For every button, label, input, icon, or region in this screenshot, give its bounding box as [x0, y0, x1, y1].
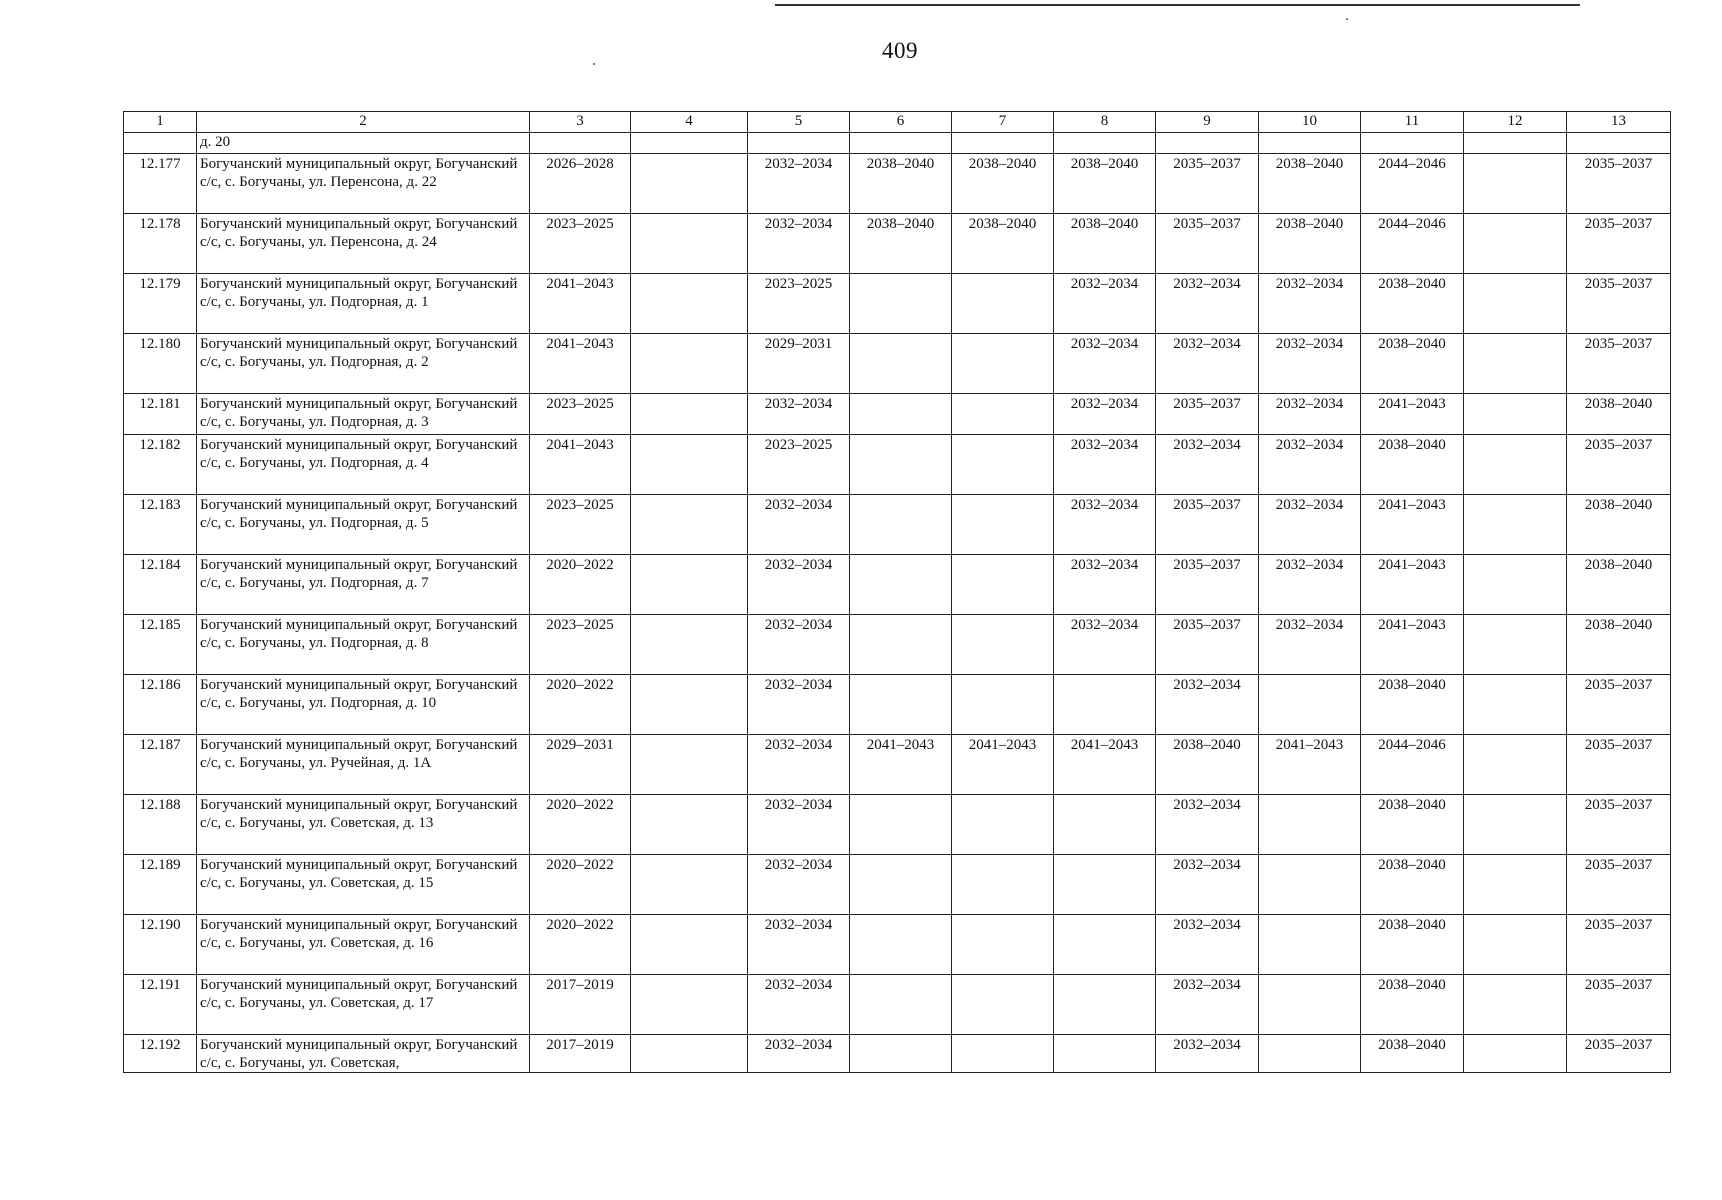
row-number-cell: 12.182 [124, 435, 197, 495]
col12-cell [1464, 975, 1567, 1035]
col13-cell: 2035–2037 [1567, 214, 1671, 274]
col12-cell [1464, 675, 1567, 735]
address-cell: Богучанский муниципальный округ, Богучанский с/с, с. Богучаны, ул. Советская, д. 16 [197, 915, 530, 975]
row-number-cell: 12.181 [124, 394, 197, 435]
col10-cell: 2032–2034 [1259, 615, 1361, 675]
column-header: 9 [1156, 112, 1259, 133]
col12-cell [1464, 435, 1567, 495]
row-number-cell: 12.177 [124, 154, 197, 214]
col9-cell: 2035–2037 [1156, 154, 1259, 214]
col8-cell: 2032–2034 [1054, 394, 1156, 435]
col11-cell: 2038–2040 [1361, 1035, 1464, 1073]
col4-cell [631, 975, 748, 1035]
col11-cell: 2038–2040 [1361, 334, 1464, 394]
col12-cell [1464, 615, 1567, 675]
col12-cell [1464, 154, 1567, 214]
col6-cell [850, 394, 952, 435]
col5-cell: 2029–2031 [748, 334, 850, 394]
col4-cell [631, 435, 748, 495]
table-row [124, 435, 1671, 495]
col3-cell: 2023–2025 [530, 615, 631, 675]
col13-cell: 2035–2037 [1567, 915, 1671, 975]
column-header: 5 [748, 112, 850, 133]
column-header: 3 [530, 112, 631, 133]
col7-cell [952, 975, 1054, 1035]
col10-cell: 2032–2034 [1259, 334, 1361, 394]
col8-cell [1054, 675, 1156, 735]
col8-cell: 2038–2040 [1054, 214, 1156, 274]
address-cell: Богучанский муниципальный округ, Богучанский с/с, с. Богучаны, ул. Советская, д. 17 [197, 975, 530, 1035]
col4-cell [631, 735, 748, 795]
col5-cell: 2032–2034 [748, 394, 850, 435]
table-row [124, 915, 1671, 975]
row-number-cell: 12.191 [124, 975, 197, 1035]
col4-cell [631, 555, 748, 615]
col9-cell: 2032–2034 [1156, 975, 1259, 1035]
col10-cell [1259, 915, 1361, 975]
col8-cell: 2041–2043 [1054, 735, 1156, 795]
col9-cell: 2032–2034 [1156, 1035, 1259, 1073]
col7-cell [952, 915, 1054, 975]
col13-cell: 2038–2040 [1567, 495, 1671, 555]
row-number-cell: 12.189 [124, 855, 197, 915]
col7-cell [952, 495, 1054, 555]
col10-cell [1259, 795, 1361, 855]
col11-cell: 2041–2043 [1361, 555, 1464, 615]
col8-cell: 2032–2034 [1054, 274, 1156, 334]
col7-cell [952, 795, 1054, 855]
col11-cell: 2038–2040 [1361, 795, 1464, 855]
col13-cell: 2035–2037 [1567, 795, 1671, 855]
address-cell: д. 20 [197, 133, 530, 154]
col3-cell: 2020–2022 [530, 675, 631, 735]
col9-cell: 2032–2034 [1156, 795, 1259, 855]
row-number-cell: 12.190 [124, 915, 197, 975]
column-header: 12 [1464, 112, 1567, 133]
col5-cell: 2032–2034 [748, 154, 850, 214]
col13-cell: 2038–2040 [1567, 555, 1671, 615]
col10-cell: 2038–2040 [1259, 214, 1361, 274]
col6-cell [850, 334, 952, 394]
col6-cell [850, 555, 952, 615]
col3-cell: 2020–2022 [530, 555, 631, 615]
col3-cell: 2041–2043 [530, 435, 631, 495]
col8-cell: 2032–2034 [1054, 334, 1156, 394]
address-cell: Богучанский муниципальный округ, Богучанский с/с, с. Богучаны, ул. Советская, д. 15 [197, 855, 530, 915]
col5-cell: 2032–2034 [748, 855, 850, 915]
col9-cell: 2038–2040 [1156, 735, 1259, 795]
col4-cell [631, 334, 748, 394]
col3-cell: 2041–2043 [530, 334, 631, 394]
col7-cell [952, 334, 1054, 394]
col6-cell [850, 1035, 952, 1073]
col12-cell [1464, 795, 1567, 855]
col8-cell [1054, 795, 1156, 855]
col9-cell: 2032–2034 [1156, 334, 1259, 394]
col6-cell: 2038–2040 [850, 214, 952, 274]
col10-cell: 2038–2040 [1259, 154, 1361, 214]
col13-cell: 2035–2037 [1567, 975, 1671, 1035]
col11-cell: 2041–2043 [1361, 495, 1464, 555]
col4-cell [631, 274, 748, 334]
col6-cell [850, 615, 952, 675]
col7-cell: 2038–2040 [952, 154, 1054, 214]
row-number-cell: 12.192 [124, 1035, 197, 1073]
col3-cell: 2020–2022 [530, 795, 631, 855]
col4-cell [631, 1035, 748, 1073]
header-row [124, 112, 1671, 133]
col6-cell: 2038–2040 [850, 154, 952, 214]
col10-cell: 2032–2034 [1259, 555, 1361, 615]
col11-cell: 2041–2043 [1361, 615, 1464, 675]
top-rule [775, 4, 1580, 6]
col9-cell: 2035–2037 [1156, 394, 1259, 435]
row-number-cell: 12.187 [124, 735, 197, 795]
col10-cell: 2041–2043 [1259, 735, 1361, 795]
col9-cell: 2032–2034 [1156, 915, 1259, 975]
col10-cell [1259, 975, 1361, 1035]
col11-cell: 2044–2046 [1361, 154, 1464, 214]
col10-cell: 2032–2034 [1259, 495, 1361, 555]
col13-cell: 2035–2037 [1567, 855, 1671, 915]
table-row [124, 394, 1671, 435]
table-row [124, 274, 1671, 334]
col7-cell [952, 675, 1054, 735]
col4-cell [631, 915, 748, 975]
col8-cell [1054, 975, 1156, 1035]
col3-cell: 2026–2028 [530, 154, 631, 214]
col6-cell [850, 675, 952, 735]
col12-cell [1464, 1035, 1567, 1073]
column-header: 11 [1361, 112, 1464, 133]
row-number-cell: 12.180 [124, 334, 197, 394]
table-row [124, 1035, 1671, 1073]
table-row [124, 675, 1671, 735]
col9-cell: 2032–2034 [1156, 274, 1259, 334]
col3-cell: 2017–2019 [530, 1035, 631, 1073]
col5-cell: 2032–2034 [748, 615, 850, 675]
table-row [124, 495, 1671, 555]
col11-cell: 2038–2040 [1361, 274, 1464, 334]
address-cell: Богучанский муниципальный округ, Богучанский с/с, с. Богучаны, ул. Перенсона, д. 24 [197, 214, 530, 274]
row-number-cell: 12.186 [124, 675, 197, 735]
col10-cell: 2032–2034 [1259, 394, 1361, 435]
col5-cell: 2032–2034 [748, 555, 850, 615]
table-row [124, 555, 1671, 615]
col9-cell: 2032–2034 [1156, 675, 1259, 735]
col13-cell: 2038–2040 [1567, 615, 1671, 675]
col6-cell [850, 855, 952, 915]
col9-cell: 2032–2034 [1156, 435, 1259, 495]
address-cell: Богучанский муниципальный округ, Богучанский с/с, с. Богучаны, ул. Подгорная, д. 7 [197, 555, 530, 615]
col3-cell: 2020–2022 [530, 855, 631, 915]
col7-cell [952, 855, 1054, 915]
col12-cell [1464, 855, 1567, 915]
col8-cell [1054, 915, 1156, 975]
col12-cell [1464, 915, 1567, 975]
column-header: 13 [1567, 112, 1671, 133]
col5-cell: 2032–2034 [748, 1035, 850, 1073]
col3-cell: 2017–2019 [530, 975, 631, 1035]
col11-cell: 2044–2046 [1361, 214, 1464, 274]
col9-cell: 2035–2037 [1156, 615, 1259, 675]
column-header: 10 [1259, 112, 1361, 133]
col11-cell: 2038–2040 [1361, 435, 1464, 495]
col7-cell [952, 555, 1054, 615]
col5-cell: 2032–2034 [748, 795, 850, 855]
col11-cell: 2044–2046 [1361, 735, 1464, 795]
col6-cell [850, 915, 952, 975]
col13-cell: 2038–2040 [1567, 394, 1671, 435]
col7-cell [952, 615, 1054, 675]
address-cell: Богучанский муниципальный округ, Богучанский с/с, с. Богучаны, ул. Подгорная, д. 2 [197, 334, 530, 394]
col4-cell [631, 495, 748, 555]
col6-cell [850, 274, 952, 334]
table-row [124, 334, 1671, 394]
schedule-table [123, 111, 1671, 1073]
address-cell: Богучанский муниципальный округ, Богучанский с/с, с. Богучаны, ул. Подгорная, д. 8 [197, 615, 530, 675]
col12-cell [1464, 214, 1567, 274]
row-number-cell: 12.183 [124, 495, 197, 555]
col12-cell [1464, 274, 1567, 334]
col11-cell: 2038–2040 [1361, 915, 1464, 975]
col11-cell: 2038–2040 [1361, 675, 1464, 735]
address-cell: Богучанский муниципальный округ, Богучанский с/с, с. Богучаны, ул. Советская, [197, 1035, 530, 1073]
col6-cell [850, 795, 952, 855]
col3-cell: 2020–2022 [530, 915, 631, 975]
col5-cell: 2023–2025 [748, 274, 850, 334]
row-number-cell: 12.185 [124, 615, 197, 675]
address-cell: Богучанский муниципальный округ, Богучанский с/с, с. Богучаны, ул. Подгорная, д. 1 [197, 274, 530, 334]
col8-cell: 2038–2040 [1054, 154, 1156, 214]
address-cell: Богучанский муниципальный округ, Богучанский с/с, с. Богучаны, ул. Подгорная, д. 4 [197, 435, 530, 495]
col11-cell: 2041–2043 [1361, 394, 1464, 435]
col3-cell: 2023–2025 [530, 495, 631, 555]
table-row [124, 214, 1671, 274]
col9-cell: 2035–2037 [1156, 495, 1259, 555]
col7-cell [952, 435, 1054, 495]
address-cell: Богучанский муниципальный округ, Богучанский с/с, с. Богучаны, ул. Ручейная, д. 1А [197, 735, 530, 795]
col5-cell: 2032–2034 [748, 495, 850, 555]
col13-cell: 2035–2037 [1567, 675, 1671, 735]
col7-cell [952, 274, 1054, 334]
page-number: 409 [882, 38, 918, 63]
row-number-cell: 12.188 [124, 795, 197, 855]
col3-cell: 2041–2043 [530, 274, 631, 334]
col12-cell [1464, 555, 1567, 615]
row-number-cell: 12.184 [124, 555, 197, 615]
col12-cell [1464, 394, 1567, 435]
col7-cell: 2038–2040 [952, 214, 1054, 274]
col8-cell: 2032–2034 [1054, 615, 1156, 675]
col12-cell [1464, 334, 1567, 394]
address-cell: Богучанский муниципальный округ, Богучанский с/с, с. Богучаны, ул. Подгорная, д. 3 [197, 394, 530, 435]
col8-cell: 2032–2034 [1054, 435, 1156, 495]
col9-cell: 2032–2034 [1156, 855, 1259, 915]
col5-cell: 2032–2034 [748, 735, 850, 795]
table-row [124, 735, 1671, 795]
col13-cell: 2035–2037 [1567, 735, 1671, 795]
col5-cell: 2032–2034 [748, 915, 850, 975]
col13-cell: 2035–2037 [1567, 334, 1671, 394]
col13-cell: 2035–2037 [1567, 435, 1671, 495]
col5-cell: 2032–2034 [748, 975, 850, 1035]
col4-cell [631, 394, 748, 435]
col7-cell [952, 1035, 1054, 1073]
column-header: 2 [197, 112, 530, 133]
col3-cell: 2023–2025 [530, 394, 631, 435]
col5-cell: 2032–2034 [748, 675, 850, 735]
address-cell: Богучанский муниципальный округ, Богучанский с/с, с. Богучаны, ул. Перенсона, д. 22 [197, 154, 530, 214]
col11-cell: 2038–2040 [1361, 975, 1464, 1035]
col4-cell [631, 214, 748, 274]
col6-cell [850, 975, 952, 1035]
address-cell: Богучанский муниципальный округ, Богучанский с/с, с. Богучаны, ул. Подгорная, д. 5 [197, 495, 530, 555]
col7-cell [952, 394, 1054, 435]
col4-cell [631, 795, 748, 855]
col6-cell [850, 495, 952, 555]
col12-cell [1464, 735, 1567, 795]
col10-cell [1259, 855, 1361, 915]
col9-cell: 2035–2037 [1156, 214, 1259, 274]
col11-cell: 2038–2040 [1361, 855, 1464, 915]
col8-cell [1054, 1035, 1156, 1073]
continuation-row [124, 133, 1671, 154]
col10-cell [1259, 675, 1361, 735]
col3-cell: 2029–2031 [530, 735, 631, 795]
col13-cell: 2035–2037 [1567, 1035, 1671, 1073]
col5-cell: 2032–2034 [748, 214, 850, 274]
scan-speck [1346, 18, 1348, 20]
col6-cell [850, 435, 952, 495]
column-header: 4 [631, 112, 748, 133]
col4-cell [631, 675, 748, 735]
table-row [124, 975, 1671, 1035]
table-row [124, 795, 1671, 855]
col8-cell: 2032–2034 [1054, 555, 1156, 615]
column-header: 1 [124, 112, 197, 133]
column-header: 6 [850, 112, 952, 133]
col4-cell [631, 855, 748, 915]
col10-cell: 2032–2034 [1259, 435, 1361, 495]
col10-cell [1259, 1035, 1361, 1073]
col6-cell: 2041–2043 [850, 735, 952, 795]
col12-cell [1464, 495, 1567, 555]
col4-cell [631, 615, 748, 675]
column-header: 8 [1054, 112, 1156, 133]
col8-cell: 2032–2034 [1054, 495, 1156, 555]
table-row [124, 615, 1671, 675]
col13-cell: 2035–2037 [1567, 274, 1671, 334]
col10-cell: 2032–2034 [1259, 274, 1361, 334]
address-cell: Богучанский муниципальный округ, Богучанский с/с, с. Богучаны, ул. Советская, д. 13 [197, 795, 530, 855]
col5-cell: 2023–2025 [748, 435, 850, 495]
row-number-cell: 12.178 [124, 214, 197, 274]
col9-cell: 2035–2037 [1156, 555, 1259, 615]
col8-cell [1054, 855, 1156, 915]
address-cell: Богучанский муниципальный округ, Богучанский с/с, с. Богучаны, ул. Подгорная, д. 10 [197, 675, 530, 735]
row-number-cell: 12.179 [124, 274, 197, 334]
column-header: 7 [952, 112, 1054, 133]
col4-cell [631, 154, 748, 214]
table-row [124, 154, 1671, 214]
col13-cell: 2035–2037 [1567, 154, 1671, 214]
table-row [124, 855, 1671, 915]
col3-cell: 2023–2025 [530, 214, 631, 274]
col7-cell: 2041–2043 [952, 735, 1054, 795]
